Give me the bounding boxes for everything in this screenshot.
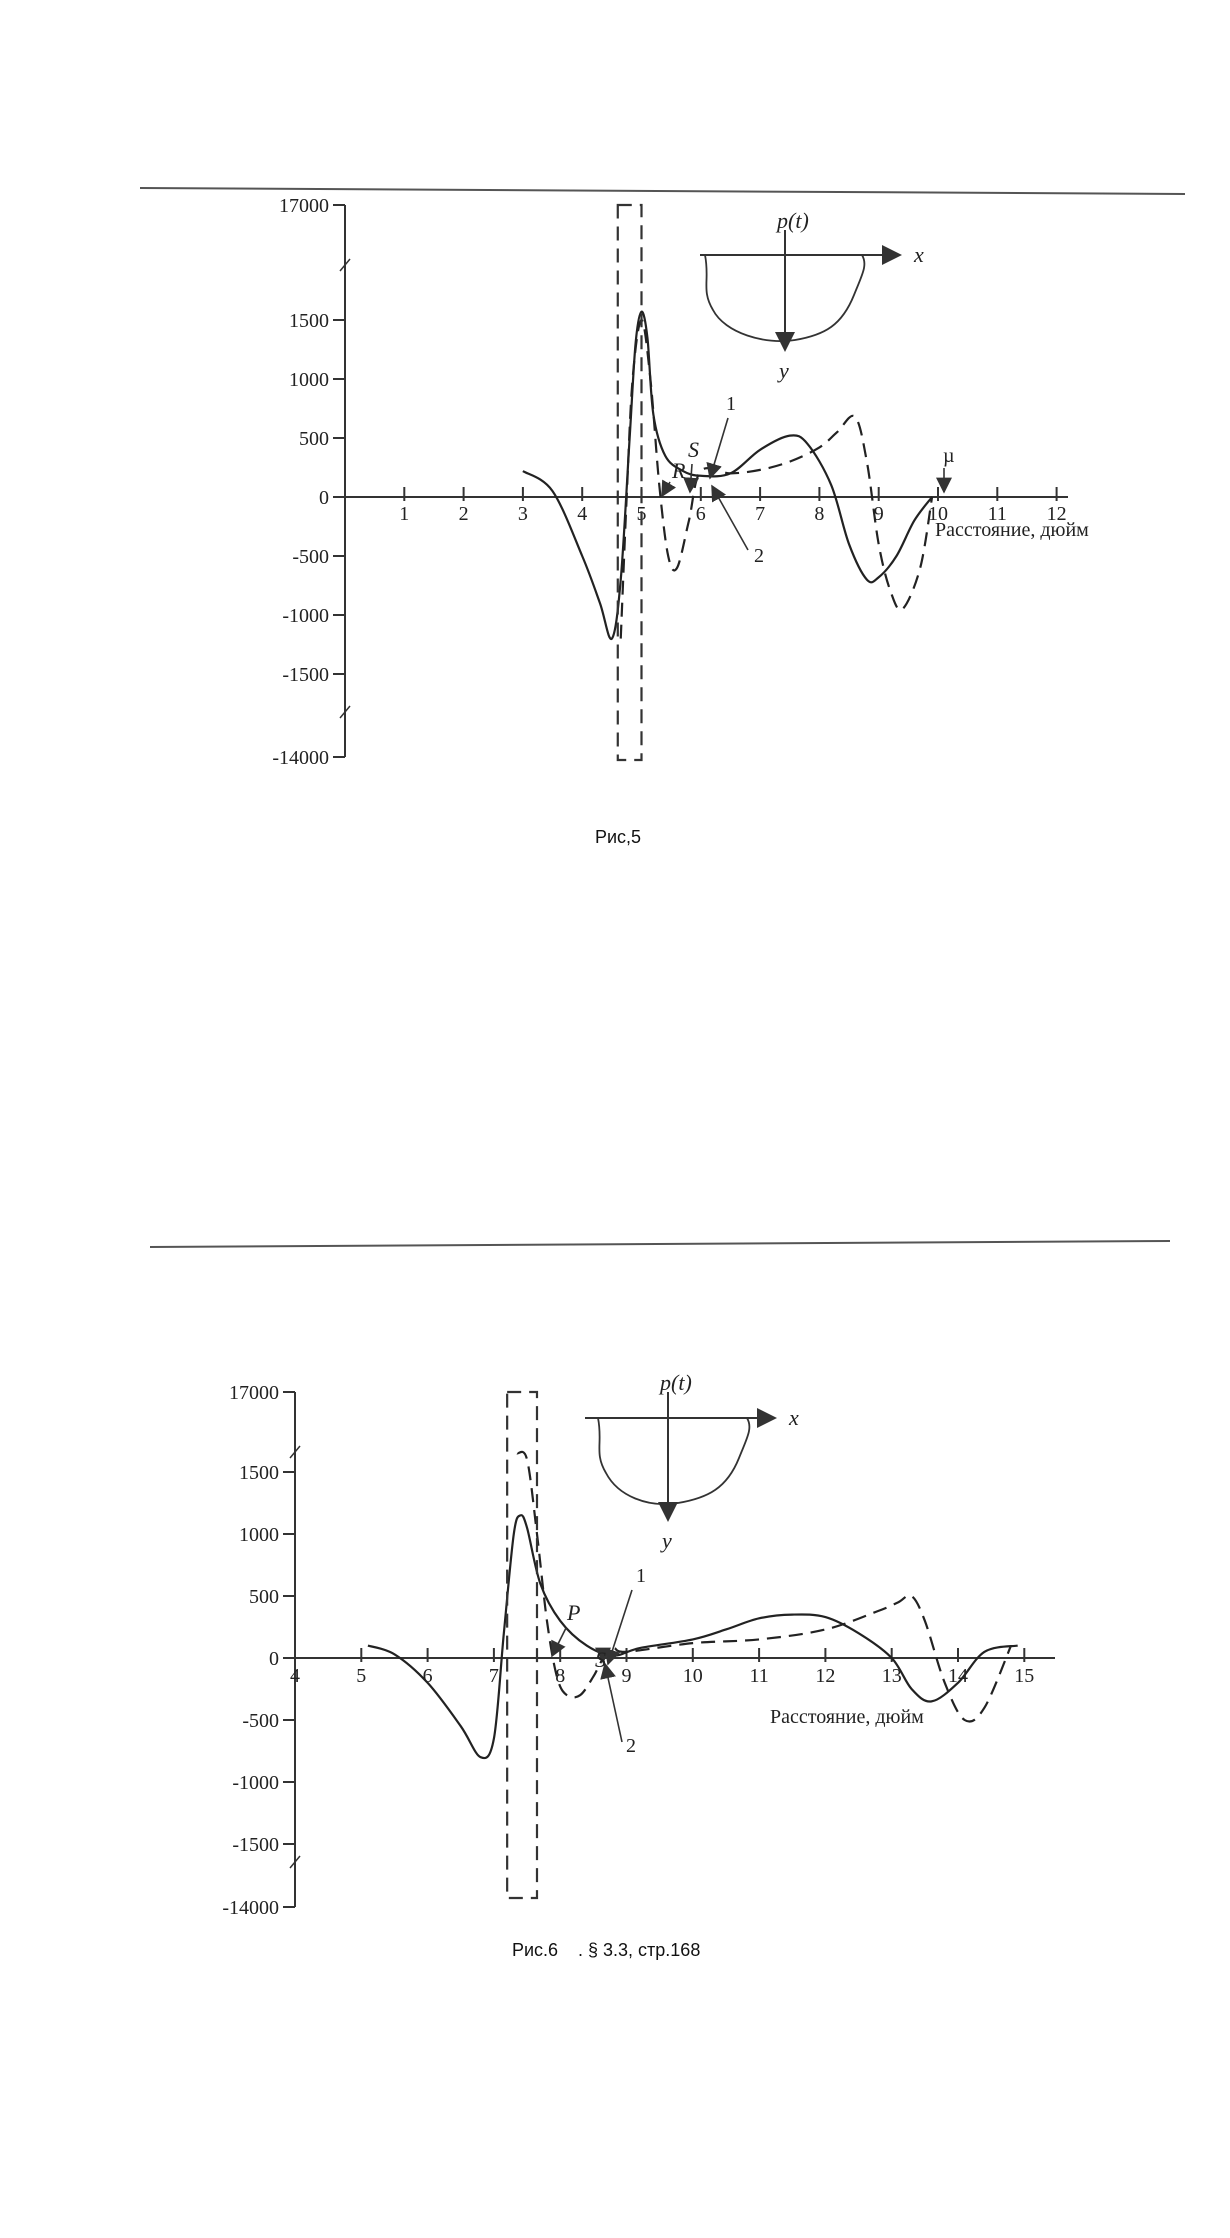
- x-tick-label: 3: [517, 503, 528, 525]
- y-tick-label: -1500: [282, 664, 329, 686]
- inset-label-x: x: [914, 242, 924, 267]
- caption-fig6: Рис.6: [512, 1940, 559, 1960]
- inset-body-outline: [598, 1418, 749, 1504]
- y-tick-label: -14000: [222, 1897, 279, 1919]
- x-tick-label: 4: [577, 503, 588, 525]
- inset-label-x: x: [789, 1405, 799, 1430]
- annotation-pointer: [552, 1628, 566, 1656]
- x-tick-label: 14: [948, 1665, 968, 1687]
- annotation-pointer: [710, 418, 728, 478]
- y-tick-label: 17000: [279, 195, 329, 217]
- y-tick-label: 500: [299, 428, 329, 450]
- y-tick-label: -500: [292, 546, 329, 568]
- x-tick-label: 1: [399, 503, 410, 525]
- y-tick-label: -14000: [272, 747, 329, 769]
- chart-fig5: [272, 195, 1089, 769]
- annotation-label: µ: [943, 445, 955, 467]
- pulse-rect-dashed: [507, 1392, 537, 1898]
- y-tick-label: -500: [242, 1710, 279, 1732]
- inset-label-y: y: [662, 1528, 672, 1553]
- y-tick-label: -1500: [232, 1834, 279, 1856]
- x-tick-label: 11: [987, 503, 1007, 525]
- annotation-pointer: [690, 464, 692, 492]
- x-tick-label: 8: [555, 1665, 566, 1687]
- annotation-label: S: [688, 437, 699, 462]
- annotation-pointer: [608, 1590, 632, 1664]
- caption-fig6-ref: . § 3.3, стр.168: [578, 1940, 701, 1960]
- annotation-label: P: [567, 1600, 581, 1625]
- x-tick-label: 5: [356, 1665, 367, 1687]
- caption-fig5: Рис,5: [595, 827, 642, 847]
- x-tick-label: 10: [682, 1665, 703, 1687]
- x-tick-label: 2: [458, 503, 469, 525]
- x-tick-label: 11: [749, 1665, 769, 1687]
- x-tick-label: 4: [290, 1665, 300, 1687]
- x-tick-label: 6: [695, 503, 706, 525]
- pulse-rect-dashed: [618, 205, 642, 760]
- x-tick-label: 15: [1014, 1665, 1035, 1687]
- y-tick-label: 1500: [239, 1462, 279, 1484]
- inset-label-pt: p(t): [777, 208, 809, 233]
- annotation-pointer: [605, 1664, 622, 1742]
- x-tick-label: 10: [928, 503, 948, 525]
- y-tick-label: 0: [319, 487, 329, 509]
- x-tick-label: 6: [422, 1665, 433, 1687]
- y-tick-label: 1000: [289, 369, 329, 391]
- x-tick-label: 9: [873, 503, 884, 525]
- y-tick-label: 17000: [229, 1382, 279, 1404]
- y-tick-label: 0: [269, 1648, 279, 1670]
- x-tick-label: 7: [488, 1665, 499, 1687]
- annotation-pointer: [662, 482, 670, 496]
- x-tick-label: 7: [755, 503, 766, 525]
- x-axis-label: Расстояние, дюйм: [770, 1706, 924, 1728]
- annotation-label: 1: [636, 1565, 646, 1587]
- annotation-label: S: [595, 1647, 606, 1672]
- annotation-label: 2: [626, 1735, 636, 1757]
- annotation-label: R: [672, 458, 686, 483]
- y-tick-label: 1000: [239, 1524, 279, 1546]
- y-tick-label: 1500: [289, 310, 329, 332]
- chart-fig6: [222, 1370, 1055, 1919]
- page-rule-middle: [150, 1241, 1170, 1247]
- annotation-pointer: [712, 486, 748, 550]
- x-tick-label: 8: [814, 503, 825, 525]
- x-axis-label: Расстояние, дюйм: [935, 519, 1089, 541]
- y-tick-label: -1000: [232, 1772, 279, 1794]
- annotation-label: 1: [726, 393, 736, 415]
- series-line-dashed: [621, 320, 932, 639]
- annotation-label: 2: [754, 545, 764, 567]
- inset-label-y: y: [779, 358, 789, 383]
- x-tick-label: 13: [881, 1665, 902, 1687]
- x-tick-label: 12: [1046, 503, 1067, 525]
- x-tick-label: 9: [621, 1665, 632, 1687]
- series-line-solid: [523, 312, 932, 639]
- y-tick-label: 500: [249, 1586, 279, 1608]
- x-tick-label: 5: [636, 503, 647, 525]
- page-rule-top: [140, 188, 1185, 194]
- x-tick-label: 12: [815, 1665, 836, 1687]
- inset-label-pt: p(t): [660, 1370, 692, 1395]
- y-tick-label: -1000: [282, 605, 329, 627]
